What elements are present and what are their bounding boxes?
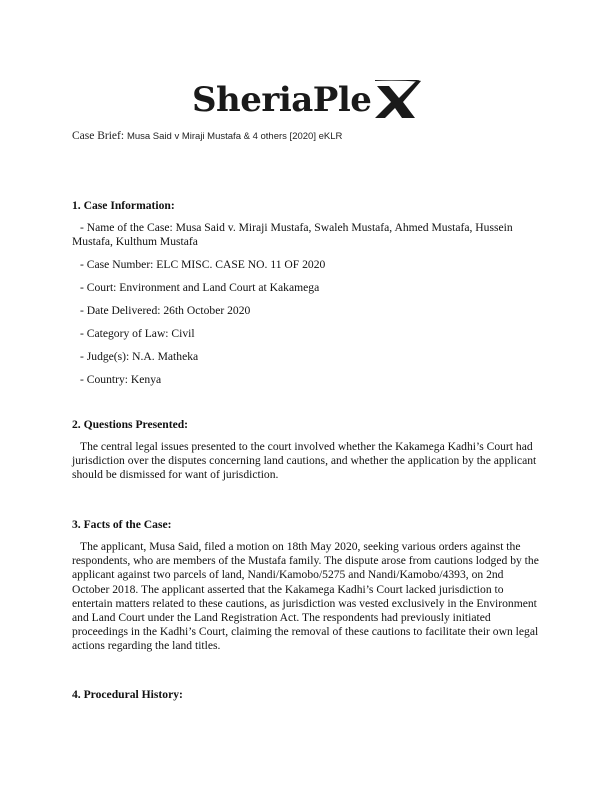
sheriaplex-logo (192, 78, 422, 122)
date-delivered: - Date Delivered: 26th October 2020 (80, 304, 251, 317)
section-heading-facts: 3. Facts of the Case: (72, 518, 172, 531)
questions-presented-body: The central legal issues presented to the court involved whether the Kakamega Kadhi’s Court had jurisdiction over the disputes concerning land cautions, and whether the application by the applicant should be dismissed for want of jurisdiction. (72, 440, 537, 482)
case-brief-label: Case Brief: (72, 130, 127, 142)
facts-body: The applicant, Musa Said, filed a motion on 18th May 2020, seeking various orders against the respondents, who are members of the Mustafa family. The dispute arose from cautions lodged by the applicant against two parcels of land, Nandi/Kamobo/5275 and Nandi/Kamobo/4393, on 2nd October 2018. The applicant asserted that the Kakamega Kadhi’s Court lacked jurisdiction to entertain matters related to these cautions, as jurisdiction was vested exclusively in the Environment and Land Court under the Land Registration Act. The respondents had previously initiated proceedings in the Kadhi’s Court, claiming the removal of these cautions to facilitate their own legal actions regarding the land titles. (72, 540, 539, 653)
section-heading-procedural-history: 4. Procedural History: (72, 688, 183, 701)
logo-text: SheriaPle (192, 80, 372, 120)
section-heading-case-information: 1. Case Information: (72, 199, 175, 212)
case-citation: Musa Said v Miraji Mustafa & 4 others [2020] eKLR (126, 131, 343, 142)
judges: - Judge(s): N.A. Matheka (80, 350, 199, 363)
court: - Court: Environment and Land Court at Kakamega (80, 281, 320, 294)
logo-x-icon (375, 80, 421, 120)
case-number: - Case Number: ELC MISC. CASE NO. 11 OF 2020 (80, 258, 326, 271)
category-of-law: - Category of Law: Civil (80, 327, 195, 340)
case-name: - Name of the Case: Musa Said v. Miraji Mustafa, Swaleh Mustafa, Ahmed Mustafa, Hussein Mustafa, Kulthum Mustafa (72, 221, 513, 249)
country: - Country: Kenya (80, 373, 162, 386)
case-brief-title (72, 130, 342, 142)
section-heading-questions-presented: 2. Questions Presented: (72, 418, 189, 431)
